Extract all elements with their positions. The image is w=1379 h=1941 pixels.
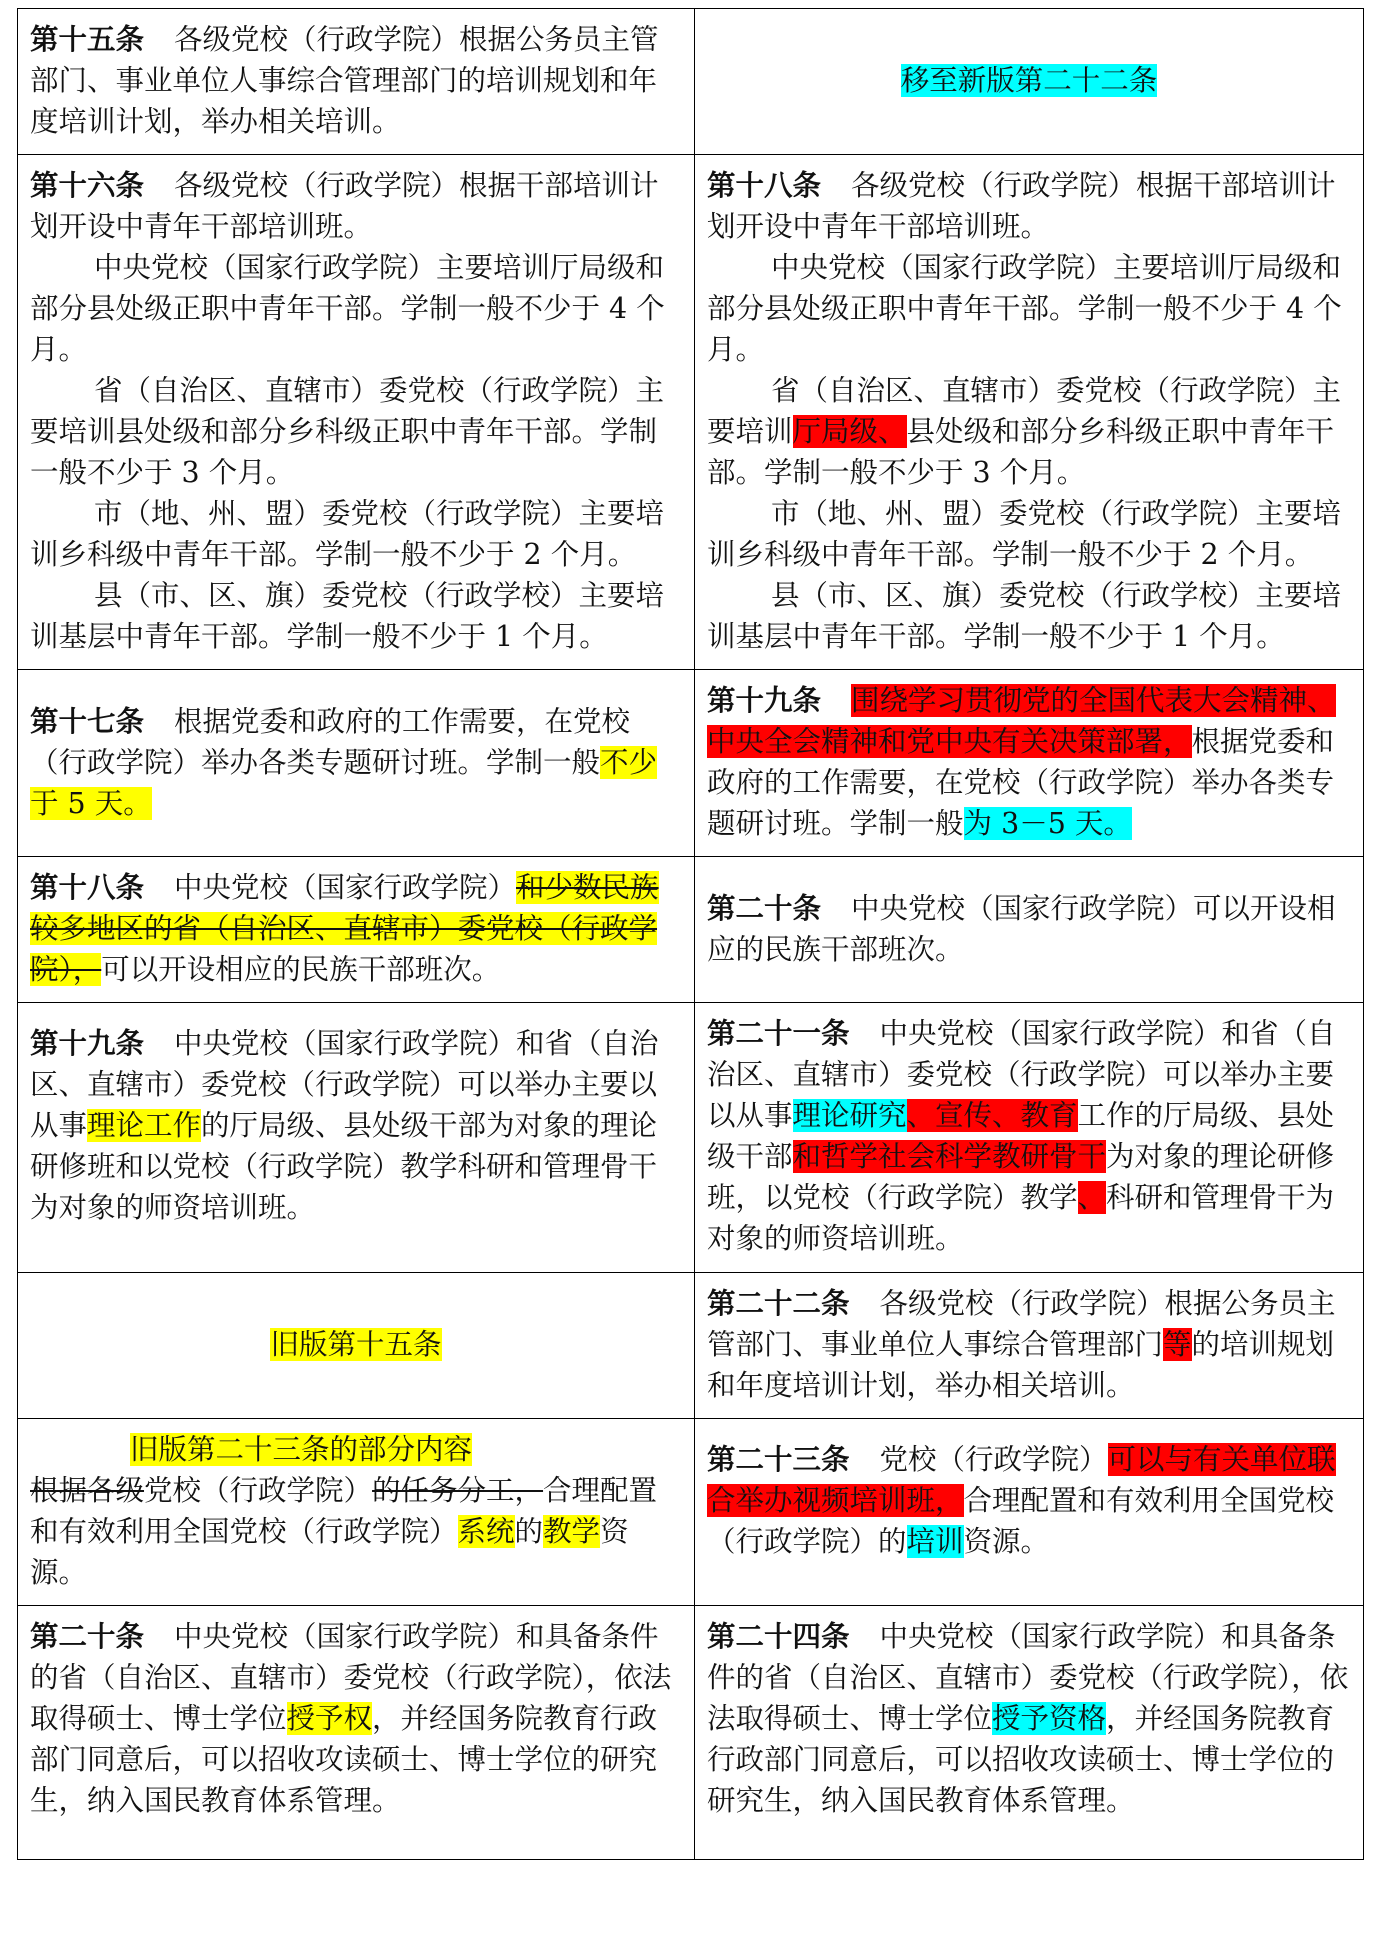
deleted-text: 的任务分工， (372, 1474, 544, 1507)
article-label: 第二十一条 (707, 1016, 850, 1050)
article-label: 第十五条 (30, 22, 145, 56)
article-label: 第二十二条 (707, 1286, 850, 1320)
paragraph: 县（市、区、旗）委党校（行政学校）主要培训基层中青年干部。学制一般不少于 1 个月。 (30, 579, 665, 653)
article-label: 第十八条 (707, 168, 822, 202)
article-label: 第二十三条 (707, 1442, 850, 1476)
changed-text: 授予权 (286, 1702, 373, 1735)
new-note-cell (695, 9, 1364, 155)
paragraph: 第十八条 各级党校（行政学院）根据干部培训计划开设中青年干部培训班。 (707, 168, 1336, 243)
changed-text: 不少于 5 天。 (30, 745, 658, 820)
article-label: 第十六条 (30, 168, 145, 202)
modified-text: 培训 (906, 1525, 964, 1558)
modified-text: 为 3－5 天。 (963, 807, 1132, 840)
relocation-note: 旧版第十五条 (270, 1328, 442, 1361)
table-row (18, 1273, 1364, 1419)
paragraph: 省（自治区、直辖市）委党校（行政学院）主要培训厅局级、县处级和部分乡科级正职中青年干部。学制一般不少于 3 个月。 (707, 374, 1342, 489)
added-text: 可以与有关单位联合举办视频培训班， (707, 1443, 1336, 1517)
article-label: 第十八条 (30, 870, 145, 904)
old-article-17: 第十七条 根据党委和政府的工作需要，在党校（行政学院）举办各类专题研讨班。学制一般不少于 5 天。 (18, 670, 695, 857)
new-article-22: 第二十二条 各级党校（行政学院）根据公务员主管部门、事业单位人事综合管理部门等的培训规划和年度培训计划，举办相关培训。 (695, 1273, 1364, 1419)
changed-text: 教学 (543, 1515, 601, 1548)
new-article-18 (695, 155, 1364, 670)
comparison-table (17, 8, 1364, 1860)
article-label: 第二十四条 (707, 1619, 850, 1653)
table-row (18, 9, 1364, 155)
old-article-19: 第十九条 中央党校（国家行政学院）和省（自治区、直辖市）委党校（行政学院）可以举办主要以从事理论工作的厅局级、县处级干部为对象的理论研修班和以党校（行政学院）教学科研和管理骨干为对象的师资培训班。 (18, 1003, 695, 1273)
table-row (18, 1606, 1364, 1860)
modified-text: 授予资格 (992, 1702, 1107, 1735)
added-text: 等 (1163, 1328, 1192, 1361)
article-label: 第二十条 (707, 890, 822, 925)
deleted-text: 根据各级 (30, 1474, 145, 1507)
old-article-20: 第二十条 中央党校（国家行政学院）和具备条件的省（自治区、直辖市）委党校（行政学院），依法取得硕士、博士学位授予权，并经国务院教育行政部门同意后，可以招收攻读硕士、博士学位的研究生，纳入国民教育体系管理。 (18, 1606, 695, 1860)
relocation-note: 旧版第二十三条的部分内容 (130, 1433, 473, 1466)
article-label: 第十九条 (707, 683, 822, 717)
new-article-21: 第二十一条 中央党校（国家行政学院）和省（自治区、直辖市）委党校（行政学院）可以举办主要以从事理论研究、宣传、教育工作的厅局级、县处级干部和哲学社会科学教研骨干为对象的理论研修班，以党校（行政学院）教学、科研和管理骨干为对象的师资培训班。 (695, 1003, 1364, 1273)
table-row (18, 1003, 1364, 1273)
paragraph: 市（地、州、盟）委党校（行政学院）主要培训乡科级中青年干部。学制一般不少于 2 个月。 (30, 497, 665, 571)
old-note-cell (18, 1273, 695, 1419)
table-row (18, 155, 1364, 670)
new-article-20: 第二十条 中央党校（国家行政学院）可以开设相应的民族干部班次。 (695, 857, 1364, 1003)
relocation-note: 移至新版第二十二条 (900, 64, 1158, 97)
paragraph: 省（自治区、直辖市）委党校（行政学院）主要培训县处级和部分乡科级正职中青年干部。学制一般不少于 3 个月。 (30, 374, 665, 489)
article-label: 第十七条 (30, 703, 145, 738)
table-row (18, 857, 1364, 1003)
paragraph: 县（市、区、旗）委党校（行政学校）主要培训基层中青年干部。学制一般不少于 1 个月。 (707, 579, 1342, 653)
old-article-23-part: 旧版第二十三条的部分内容 根据各级党校（行政学院）的任务分工，合理配置和有效利用全国党校（行政学院）系统的教学资源。 (18, 1419, 695, 1606)
article-text: 各级党校（行政学院）根据公务员主管部门、事业单位人事综合管理部门的培训规划和年度培训计划，举办相关培训。 (30, 23, 659, 138)
added-text: 、 (1077, 1181, 1107, 1214)
paragraph: 第十六条 各级党校（行政学院）根据干部培训计划开设中青年干部培训班。 (30, 168, 659, 243)
table-row (18, 670, 1364, 857)
old-article-16 (18, 155, 695, 670)
added-text: 围绕学习贯彻党的全国代表大会精神、中央全会精神和党中央有关决策部署， (707, 684, 1336, 758)
paragraph: 中央党校（国家行政学院）主要培训厅局级和部分县处级正职中青年干部。学制一般不少于 4 个月。 (30, 251, 665, 366)
new-article-24: 第二十四条 中央党校（国家行政学院）和具备条件的省（自治区、直辖市）委党校（行政学院），依法取得硕士、博士学位授予资格，并经国务院教育行政部门同意后，可以招收攻读硕士、博士学位的研究生，纳入国民教育体系管理。 (695, 1606, 1364, 1860)
table-row (18, 1419, 1364, 1606)
new-article-19: 第十九条 围绕学习贯彻党的全国代表大会精神、中央全会精神和党中央有关决策部署，根据党委和政府的工作需要，在党校（行政学院）举办各类专题研讨班。学制一般为 3－5 天。 (695, 670, 1364, 857)
added-text: 厅局级、 (792, 415, 907, 448)
article-label: 第十九条 (30, 1026, 145, 1060)
changed-text: 系统 (457, 1515, 515, 1548)
paragraph: 中央党校（国家行政学院）主要培训厅局级和部分县处级正职中青年干部。学制一般不少于 4 个月。 (707, 251, 1342, 366)
paragraph: 市（地、州、盟）委党校（行政学院）主要培训乡科级中青年干部。学制一般不少于 2 个月。 (707, 497, 1342, 571)
new-article-23: 第二十三条 党校（行政学院）可以与有关单位联合举办视频培训班，合理配置和有效利用全国党校（行政学院）的培训资源。 (695, 1419, 1364, 1606)
added-text: 和哲学社会科学教研骨干 (792, 1140, 1107, 1173)
modified-text: 理论研究 (792, 1099, 907, 1132)
added-text: 、宣传、教育 (906, 1099, 1078, 1132)
changed-text: 理论工作 (87, 1109, 202, 1142)
deleted-text: 和少数民族较多地区的省（自治区、直辖市）委党校（行政学院）， (30, 871, 659, 986)
article-label: 第二十条 (30, 1619, 145, 1653)
old-article-18: 第十八条 中央党校（国家行政学院）和少数民族较多地区的省（自治区、直辖市）委党校（行政学院），可以开设相应的民族干部班次。 (18, 857, 695, 1003)
old-article-15 (18, 9, 695, 155)
